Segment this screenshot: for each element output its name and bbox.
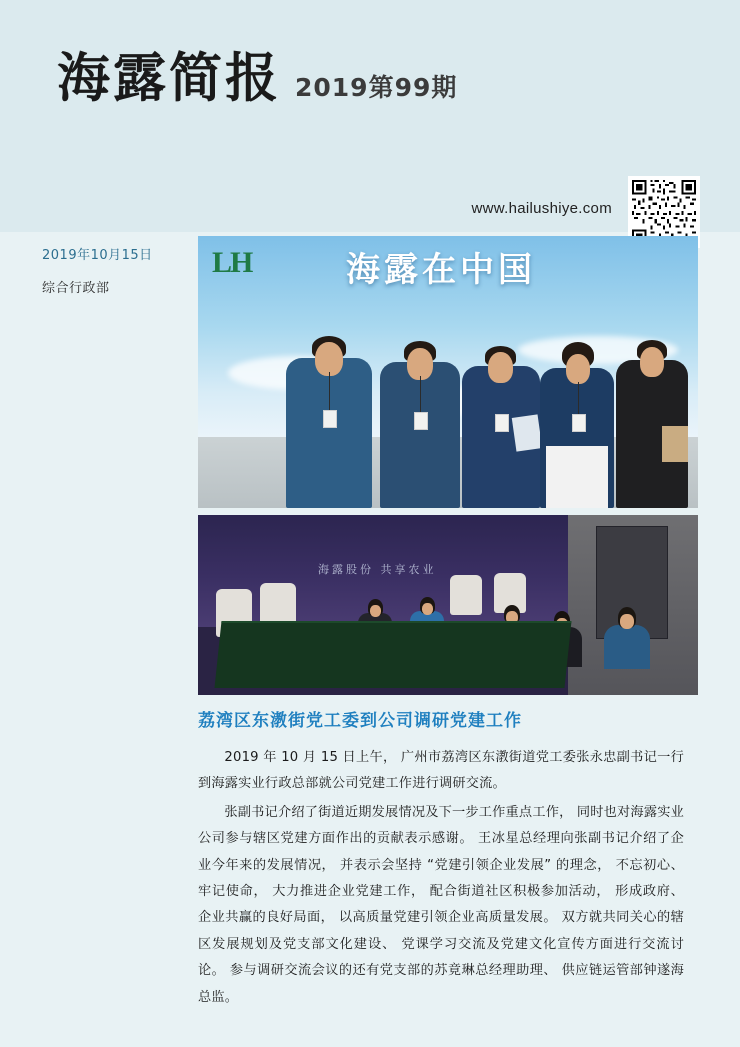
publish-date: 2019年10月15日: [42, 248, 153, 263]
photo-meeting-table: [198, 515, 698, 695]
article-meta: [42, 244, 182, 296]
photo1-backdrop-text: 海露在中国: [346, 250, 536, 290]
article: [198, 706, 684, 1013]
header-divider: [57, 140, 597, 141]
person-figure: [380, 308, 460, 508]
article-paragraph: 张副书记介绍了街道近期发展情况及下一步工作重点工作， 同时也对海露实业公司参与辖区党建方面作出的贡献表示感谢。 王冰星总经理向张副书记介绍了企业今年来的发展情况， 并表示会坚持 “党建引领企业发展” 的理念， 不忘初心、 牢记使命， 大力推进企业党建工作， 配合街道社区积极参加活动， 形成政府、 企业共赢的良好局面， 以高质量党建引领企业高质量发展。 双方就共同关心的辖区发展规划及党支部文化建设、 党课学习交流及党建文化宣传方面进行交流讨论。 参与调研交流会议的还有党支部的苏竟琳总经理助理、 供应链运管部钟遂海总监。: [198, 804, 684, 1005]
person-figure: [286, 300, 372, 508]
masthead: [57, 48, 458, 109]
person-figure: [540, 310, 614, 508]
person-figure: [616, 302, 688, 508]
company-logo-icon: LH: [212, 246, 252, 279]
chair-shape: [450, 575, 482, 615]
person-figure: [462, 312, 540, 508]
department-name: 综合行政部: [42, 281, 110, 296]
article-title: 荔湾区东漖街党工委到公司调研党建工作: [198, 711, 522, 731]
publication-title: 海露简报: [57, 48, 281, 109]
photo-group-standing: [198, 236, 698, 508]
page-header: [0, 0, 740, 232]
photo2-backdrop-text: 海露股份 共享农业: [318, 563, 437, 576]
issue-number: 2019第99期: [295, 73, 458, 102]
meeting-table: [214, 621, 571, 688]
person-figure: [604, 607, 650, 667]
article-paragraph: 2019 年 10 月 15 日上午， 广州市荔湾区东漖街道党工委张永忠副书记一行到海露实业行政总部就公司党建工作进行调研交流。: [198, 750, 684, 792]
website-url: www.hailushiye.com: [471, 200, 612, 217]
article-body: [198, 745, 684, 1011]
